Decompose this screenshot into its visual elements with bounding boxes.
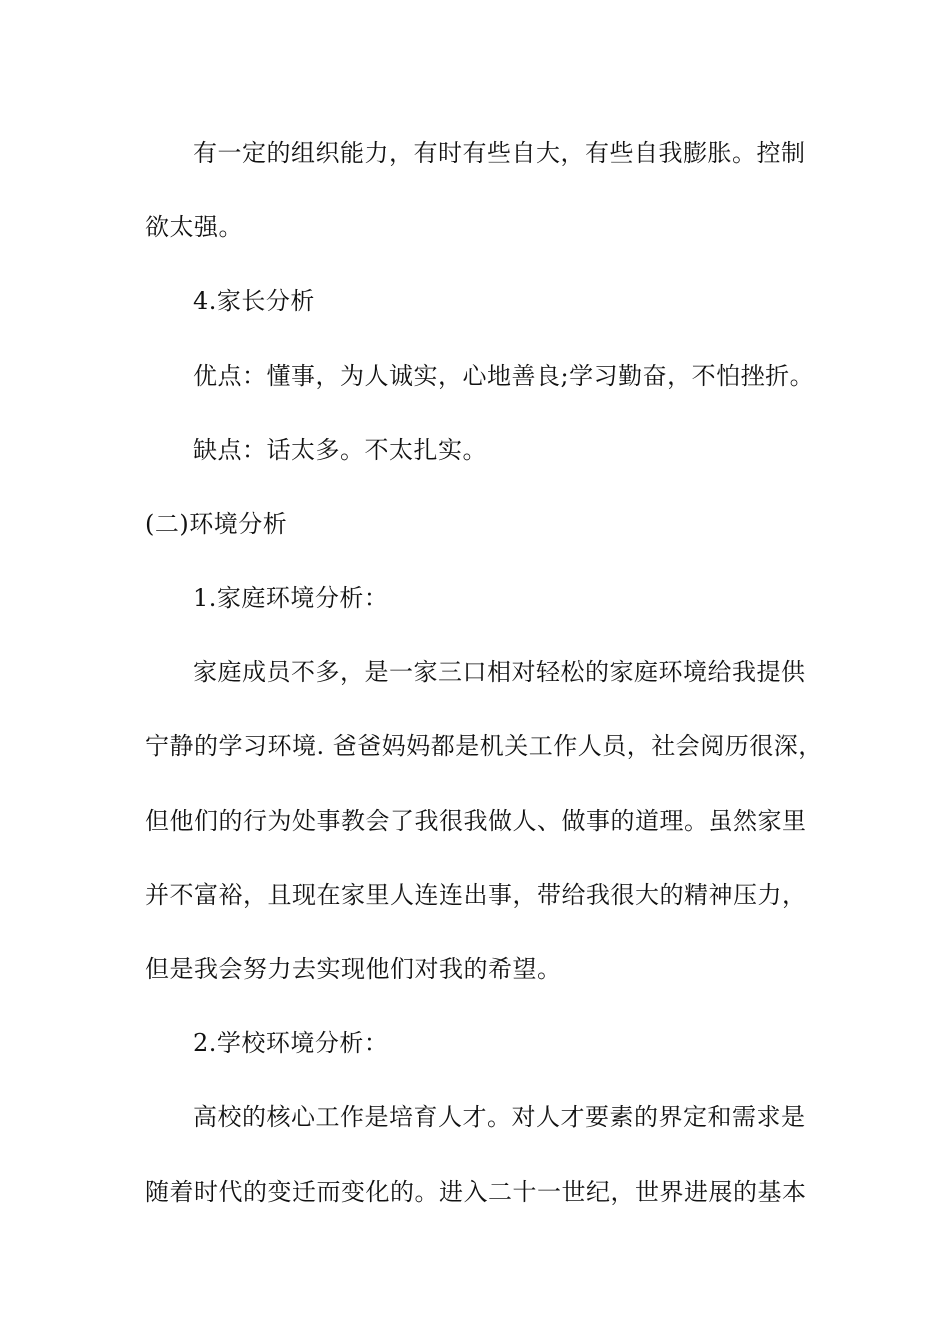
paragraph-line: 并不富裕，且现在家里人连连出事，带给我很大的精神压力， [145,881,807,909]
paragraph-line: 宁静的学习环境. 爸爸妈妈都是机关工作人员，社会阅历很深， [145,732,823,760]
paragraph-line: 有一定的组织能力，有时有些自大，有些自我膨胀。控制 [193,139,806,167]
paragraph-line: 高校的核心工作是培育人才。对人才要素的界定和需求是 [193,1103,806,1131]
subsection-heading: 2.学校环境分析： [193,1029,389,1057]
paragraph-line: 家庭成员不多，是一家三口相对轻松的家庭环境给我提供 [193,658,806,686]
paragraph-line: 优点：懂事，为人诚实，心地善良;学习勤奋，不怕挫折。 [193,362,815,390]
paragraph-line: 缺点：话太多。不太扎实。 [193,436,487,464]
subsection-heading: 1.家庭环境分析： [193,584,389,612]
paragraph-line: 但他们的行为处事教会了我很我做人、做事的道理。虽然家里 [145,807,807,835]
paragraph-line: 随着时代的变迁而变化的。进入二十一世纪，世界进展的基本 [145,1178,807,1206]
section-heading: (二)环境分析 [145,510,288,538]
paragraph-line: 但是我会努力去实现他们对我的希望。 [145,955,562,983]
paragraph-line: 欲太强。 [145,213,243,241]
section-heading: 4.家长分析 [193,287,315,315]
